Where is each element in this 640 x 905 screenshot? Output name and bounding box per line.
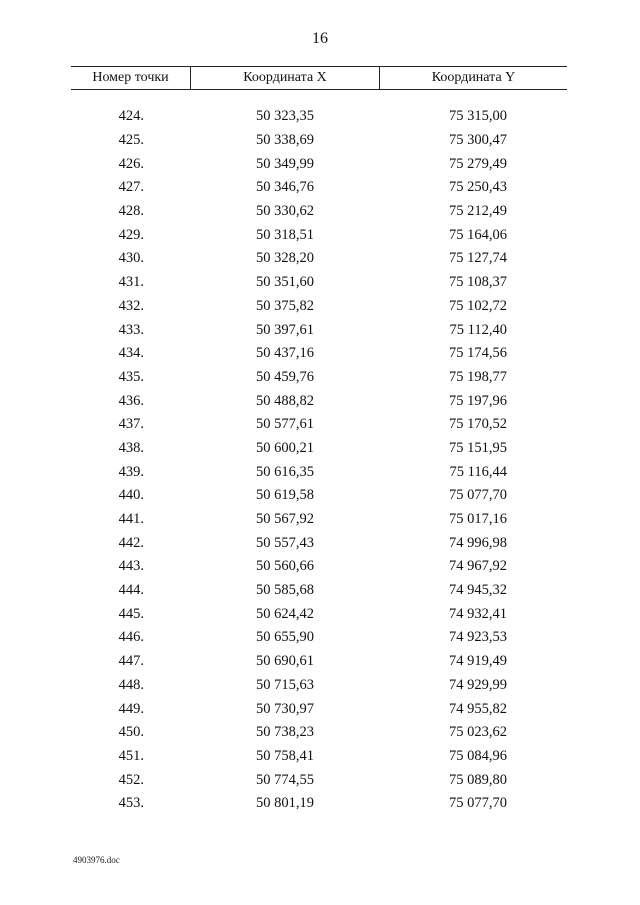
point-number-cell: 439. [118,463,144,480]
coordinate-y-cell: 75 077,70 [449,795,507,812]
table-row [71,745,567,769]
table-row [71,792,567,816]
table-row [71,223,567,247]
coordinate-y-cell: 75 300,47 [449,132,507,149]
table-row [71,768,567,792]
coordinate-x-cell: 50 488,82 [256,392,314,409]
point-number-cell: 432. [118,297,144,314]
coordinate-y-cell: 75 023,62 [449,724,507,741]
table-row [71,247,567,271]
coordinate-y-cell: 74 945,32 [449,582,507,599]
coordinate-x-cell: 50 397,61 [256,321,314,338]
table-row [71,721,567,745]
table-row [71,674,567,698]
coordinate-x-cell: 50 323,35 [256,108,314,125]
coordinate-x-cell: 50 346,76 [256,179,314,196]
table-row [71,105,567,129]
coordinate-x-cell: 50 567,92 [256,511,314,528]
coordinate-x-cell: 50 437,16 [256,345,314,362]
coordinate-y-cell: 75 174,56 [449,345,507,362]
table-row [71,342,567,366]
table-row [71,271,567,295]
table-row [71,389,567,413]
coordinate-x-cell: 50 577,61 [256,416,314,433]
coordinate-y-cell: 75 089,80 [449,771,507,788]
coordinate-y-cell: 75 198,77 [449,368,507,385]
header-coordinate-y: Координата Y [431,70,516,85]
point-number-cell: 438. [118,439,144,456]
page-number: 16 [312,30,328,47]
table-row [71,555,567,579]
coordinate-y-cell: 74 967,92 [449,558,507,575]
point-number-cell: 427. [118,179,144,196]
table-row [71,413,567,437]
point-number-cell: 450. [118,724,144,741]
coordinate-y-cell: 75 127,74 [449,250,507,267]
coordinates-table [71,66,567,816]
coordinate-x-cell: 50 690,61 [256,653,314,670]
coordinate-x-cell: 50 557,43 [256,534,314,551]
table-row [71,626,567,650]
point-number-cell: 435. [118,368,144,385]
coordinate-x-cell: 50 730,97 [256,700,314,717]
coordinate-y-cell: 75 170,52 [449,416,507,433]
coordinate-y-cell: 75 164,06 [449,226,507,243]
coordinate-x-cell: 50 624,42 [256,605,314,622]
table-row [71,508,567,532]
coordinate-y-cell: 75 108,37 [449,274,507,291]
table-row [71,484,567,508]
coordinate-x-cell: 50 758,41 [256,747,314,764]
point-number-cell: 441. [118,511,144,528]
point-number-cell: 451. [118,747,144,764]
table-row [71,531,567,555]
coordinate-y-cell: 75 250,43 [449,179,507,196]
table-row [71,602,567,626]
point-number-cell: 434. [118,345,144,362]
coordinate-y-cell: 75 197,96 [449,392,507,409]
coordinate-y-cell: 74 929,99 [449,676,507,693]
coordinate-y-cell: 75 116,44 [449,463,507,480]
point-number-cell: 442. [118,534,144,551]
point-number-cell: 453. [118,795,144,812]
coordinate-y-cell: 74 996,98 [449,534,507,551]
coordinate-y-cell: 75 112,40 [449,321,507,338]
point-number-cell: 431. [118,274,144,291]
coordinate-y-cell: 75 017,16 [449,511,507,528]
point-number-cell: 426. [118,155,144,172]
coordinate-y-cell: 75 084,96 [449,747,507,764]
coordinate-x-cell: 50 349,99 [256,155,314,172]
point-number-cell: 433. [118,321,144,338]
table-row [71,437,567,461]
table-header [71,66,567,90]
footer-file-name: 4903976.doc [73,855,120,865]
point-number-cell: 448. [118,676,144,693]
table-row [71,176,567,200]
coordinate-x-cell: 50 560,66 [256,558,314,575]
table-row [71,579,567,603]
table-row [71,129,567,153]
table-row [71,460,567,484]
coordinate-x-cell: 50 619,58 [256,487,314,504]
coordinate-x-cell: 50 328,20 [256,250,314,267]
point-number-cell: 445. [118,605,144,622]
coordinate-x-cell: 50 585,68 [256,582,314,599]
coordinate-x-cell: 50 318,51 [256,226,314,243]
coordinate-y-cell: 74 923,53 [449,629,507,646]
table-body [71,105,567,816]
coordinate-x-cell: 50 459,76 [256,368,314,385]
coordinate-y-cell: 75 151,95 [449,439,507,456]
table-row [71,295,567,319]
coordinate-x-cell: 50 330,62 [256,203,314,220]
coordinate-y-cell: 75 077,70 [449,487,507,504]
table-row [71,650,567,674]
coordinate-y-cell: 75 315,00 [449,108,507,125]
coordinate-x-cell: 50 375,82 [256,297,314,314]
coordinate-x-cell: 50 774,55 [256,771,314,788]
coordinate-y-cell: 74 932,41 [449,605,507,622]
point-number-cell: 440. [118,487,144,504]
coordinate-x-cell: 50 655,90 [256,629,314,646]
point-number-cell: 428. [118,203,144,220]
table-row [71,697,567,721]
point-number-cell: 444. [118,582,144,599]
point-number-cell: 452. [118,771,144,788]
point-number-cell: 437. [118,416,144,433]
point-number-cell: 425. [118,132,144,149]
coordinate-y-cell: 74 955,82 [449,700,507,717]
coordinate-x-cell: 50 616,35 [256,463,314,480]
coordinate-y-cell: 75 279,49 [449,155,507,172]
point-number-cell: 443. [118,558,144,575]
table-row [71,318,567,342]
coordinate-x-cell: 50 738,23 [256,724,314,741]
point-number-cell: 429. [118,226,144,243]
point-number-cell: 446. [118,629,144,646]
point-number-cell: 436. [118,392,144,409]
coordinate-y-cell: 74 919,49 [449,653,507,670]
coordinate-x-cell: 50 715,63 [256,676,314,693]
header-coordinate-x: Координата X [191,67,380,89]
point-number-cell: 449. [118,700,144,717]
header-point-number: Номер точки [71,67,191,89]
coordinate-y-cell: 75 102,72 [449,297,507,314]
coordinate-x-cell: 50 351,60 [256,274,314,291]
point-number-cell: 424. [118,108,144,125]
coordinate-x-cell: 50 338,69 [256,132,314,149]
coordinate-x-cell: 50 801,19 [256,795,314,812]
point-number-cell: 430. [118,250,144,267]
coordinate-y-cell: 75 212,49 [449,203,507,220]
table-row [71,366,567,390]
coordinate-x-cell: 50 600,21 [256,439,314,456]
table-row [71,152,567,176]
point-number-cell: 447. [118,653,144,670]
table-row [71,200,567,224]
